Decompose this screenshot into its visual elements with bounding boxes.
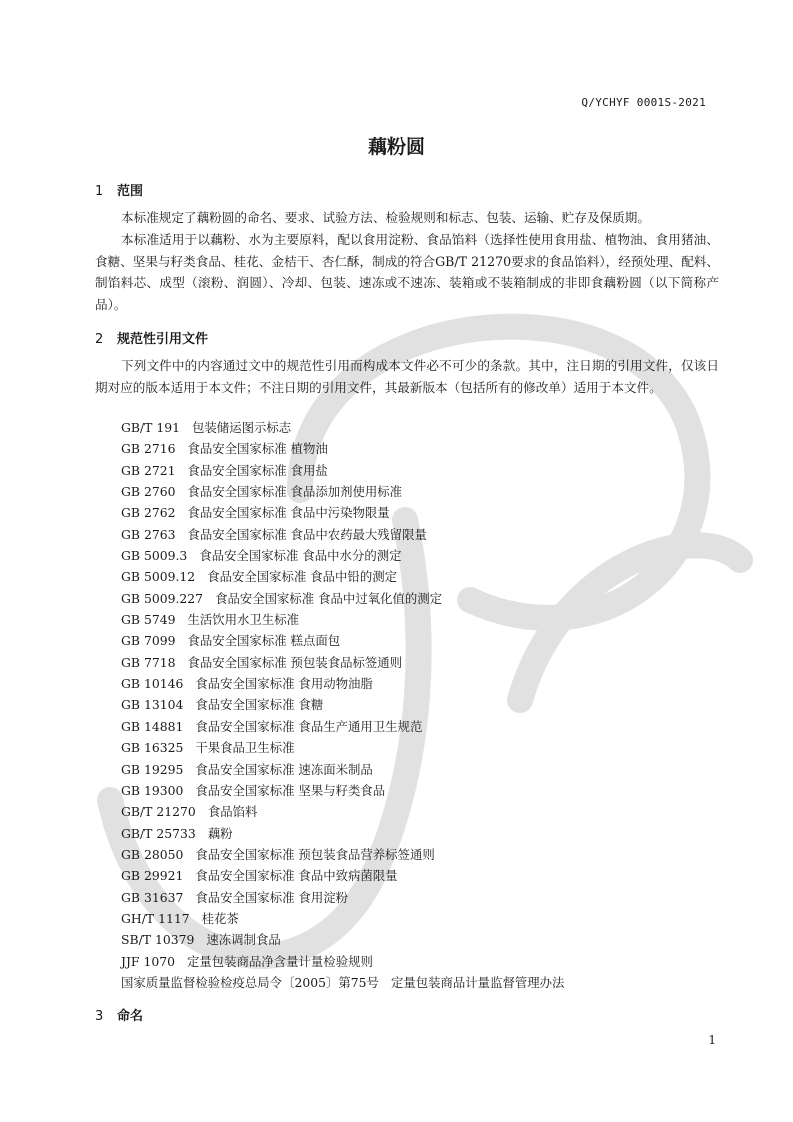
document-code: Q/YCHYF 0001S-2021 xyxy=(581,96,706,109)
reference-code: GB/T 191 xyxy=(121,420,181,435)
reference-code: GB 13104 xyxy=(121,697,184,713)
reference-title: 干果食品卫生标准 xyxy=(195,740,295,756)
reference-title: 食品安全国家标准 食用盐 xyxy=(187,462,328,478)
reference-item xyxy=(121,759,564,780)
reference-item xyxy=(121,865,564,886)
reference-item xyxy=(121,417,564,438)
reference-title: 包装储运图示标志 xyxy=(192,420,292,435)
reference-item xyxy=(121,737,564,758)
reference-item xyxy=(121,460,564,481)
reference-title: 桂花茶 xyxy=(201,910,239,926)
reference-code: GB 2721 xyxy=(121,462,176,478)
reference-title: 食品安全国家标准 预包装食品标签通则 xyxy=(187,654,403,670)
reference-item xyxy=(121,630,564,651)
page-number: 1 xyxy=(708,1033,716,1047)
reference-item xyxy=(121,673,564,694)
reference-code: GB 2762 xyxy=(121,505,176,521)
reference-item xyxy=(121,652,564,673)
reference-code: GB 2760 xyxy=(121,484,176,500)
reference-item xyxy=(121,887,564,908)
reference-title: 食品安全国家标准 速冻面米制品 xyxy=(195,761,373,777)
reference-title: 定量包装商品计量监督管理办法 xyxy=(390,974,565,990)
section-number: 3 xyxy=(95,1009,104,1024)
reference-code: 国家质量监督检验检疫总局令〔2005〕第75号 xyxy=(121,974,379,990)
scope-paragraph-1: 本标准规定了藕粉圆的命名、要求、试验方法、检验规则和标志、包装、运输、贮存及保质期。 xyxy=(121,210,650,225)
reference-title: 食品安全国家标准 食品中铅的测定 xyxy=(207,569,397,585)
section-heading-normative-references xyxy=(95,328,208,347)
reference-item xyxy=(121,588,564,609)
section-title: 范围 xyxy=(117,184,144,199)
reference-code: GB 5749 xyxy=(121,612,176,628)
reference-item xyxy=(121,801,564,822)
reference-title: 食品安全国家标准 食品中污染物限量 xyxy=(187,505,390,521)
reference-code: GB 19300 xyxy=(121,782,184,798)
reference-code: GB 14881 xyxy=(121,718,184,734)
section-heading-naming xyxy=(95,1005,143,1024)
reference-code: GB 2716 xyxy=(121,441,176,457)
reference-code: GB 16325 xyxy=(121,740,184,756)
reference-code: GB 5009.12 xyxy=(121,569,196,585)
reference-title: 食品安全国家标准 坚果与籽类食品 xyxy=(195,782,386,798)
reference-title: 生活饮用水卫生标准 xyxy=(187,612,299,628)
reference-code: GB 10146 xyxy=(121,676,184,692)
section-title: 规范性引用文件 xyxy=(117,332,209,347)
section-number: 1 xyxy=(95,184,104,199)
reference-item xyxy=(121,972,564,993)
references-intro-paragraph: 下列文件中的内容通过文中的规范性引用而构成本文件必不可少的条款。其中，注日期的引用文件，仅该日期对应的版本适用于本文件；不注日期的引用文件，其最新版本（包括所有的修改单）适用于本文件。 xyxy=(95,358,719,395)
reference-title: 食品馅料 xyxy=(207,804,258,820)
reference-code: GB/T 21270 xyxy=(121,804,196,820)
reference-code: SB/T 10379 xyxy=(121,932,195,948)
reference-title: 食品安全国家标准 食用动物油脂 xyxy=(195,676,373,692)
reference-title: 食品安全国家标准 食用淀粉 xyxy=(195,889,348,905)
reference-title: 食品安全国家标准 食品中过氧化值的测定 xyxy=(215,590,443,606)
reference-code: GB/T 25733 xyxy=(121,825,196,841)
reference-code: GB 28050 xyxy=(121,846,184,862)
reference-title: 食品安全国家标准 预包装食品营养标签通则 xyxy=(195,846,435,862)
reference-code: GB 29921 xyxy=(121,868,184,884)
reference-list xyxy=(121,417,564,993)
reference-code: JJF 1070 xyxy=(121,953,176,969)
reference-item xyxy=(121,438,564,459)
reference-item xyxy=(121,609,564,630)
reference-item xyxy=(121,502,564,523)
reference-title: 食品安全国家标准 食品中水分的测定 xyxy=(199,548,402,564)
reference-title: 食品安全国家标准 食品中致病菌限量 xyxy=(195,868,398,884)
reference-code: GB 5009.3 xyxy=(121,548,188,564)
reference-code: GB 31637 xyxy=(121,889,184,905)
reference-item xyxy=(121,844,564,865)
scope-paragraph-2: 本标准适用于以藕粉、水为主要原料，配以食用淀粉、食品馅料（选择性使用食用盐、植物油、食用猪油、食糖、坚果与籽类食品、桂花、金桔干、杏仁酥，制成的符合GB/T 21270要求的食品馅料），经预处理、配料、制馅料芯、成型（滚粉、润圆）、冷却、包装、速冻或不速冻、装箱或不装箱制成的非即食藕粉圆（以下简称产品）。 xyxy=(95,232,719,312)
reference-item xyxy=(121,929,564,950)
reference-title: 食品安全国家标准 食糖 xyxy=(195,697,324,713)
section-number: 2 xyxy=(95,332,104,347)
reference-title: 食品安全国家标准 糕点面包 xyxy=(187,633,341,649)
reference-code: GB 7718 xyxy=(121,654,176,670)
reference-code: GB 2763 xyxy=(121,526,176,542)
reference-code: GH/T 1117 xyxy=(121,910,190,926)
reference-item xyxy=(121,780,564,801)
section-title: 命名 xyxy=(117,1009,144,1024)
reference-title: 定量包装商品净含量计量检验规则 xyxy=(187,953,373,969)
reference-item xyxy=(121,823,564,844)
reference-item xyxy=(121,481,564,502)
reference-item xyxy=(121,951,564,972)
section-heading-scope xyxy=(95,180,143,199)
reference-title: 食品安全国家标准 植物油 xyxy=(187,441,328,457)
document-title: 藕粉圆 xyxy=(367,136,425,158)
reference-code: GB 19295 xyxy=(121,761,184,777)
reference-item xyxy=(121,545,564,566)
reference-item xyxy=(121,694,564,715)
reference-title: 速冻调制食品 xyxy=(206,932,281,948)
reference-code: GB 5009.227 xyxy=(121,590,204,606)
reference-code: GB 7099 xyxy=(121,633,176,649)
reference-title: 食品安全国家标准 食品中农药最大残留限量 xyxy=(187,526,427,542)
reference-title: 食品安全国家标准 食品添加剂使用标准 xyxy=(187,484,403,500)
reference-item xyxy=(121,908,564,929)
reference-title: 食品安全国家标准 食品生产通用卫生规范 xyxy=(195,718,423,734)
reference-item xyxy=(121,566,564,587)
reference-title: 藕粉 xyxy=(207,825,233,841)
reference-item xyxy=(121,524,564,545)
reference-item xyxy=(121,716,564,737)
